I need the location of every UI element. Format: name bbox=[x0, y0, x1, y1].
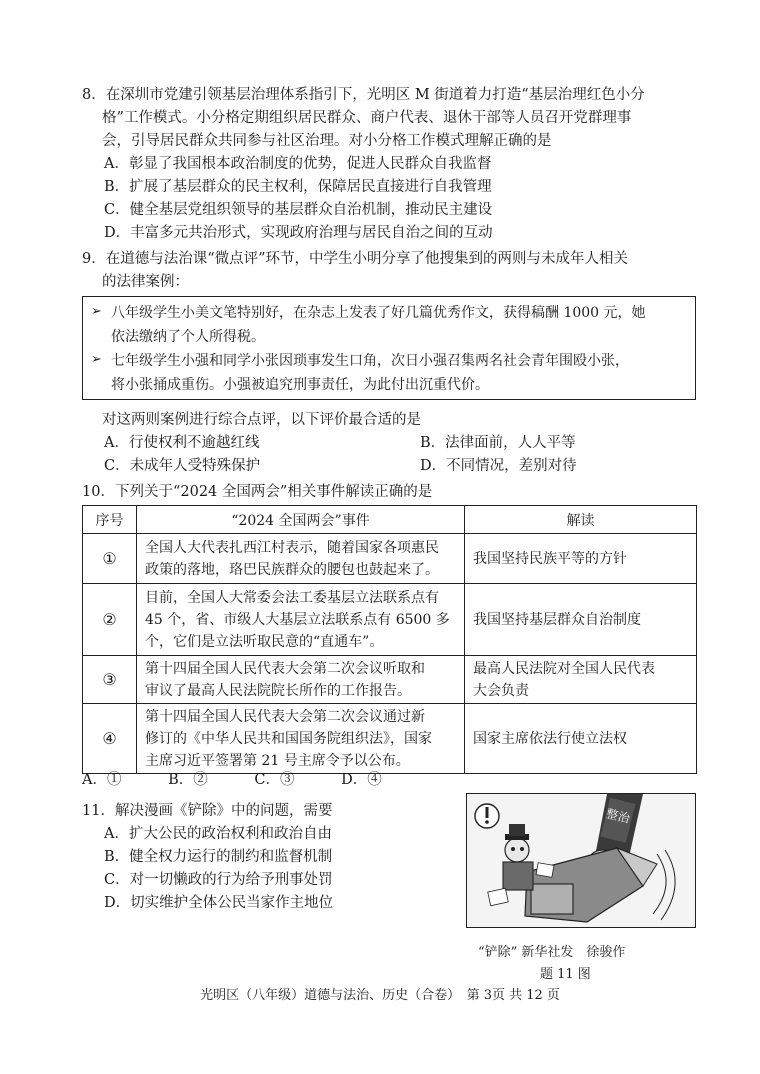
header-interpretation: 解读 bbox=[465, 506, 697, 534]
event-line: 主席习近平签署第 21 号主席令予以公布。 bbox=[145, 752, 410, 769]
case-2-arrow-icon: ➢ bbox=[91, 352, 102, 367]
q9-option-d: D．不同情况，差别对待 bbox=[420, 458, 577, 474]
q8-line-3: 会，引导居民群众共同参与社区治理。对小分格工作模式理解正确的是 bbox=[102, 133, 552, 149]
cartoon-caption: “铲除” 新华社发 徐骏作 bbox=[478, 945, 626, 960]
case-1-line-2: 依法缴纳了个人所得税。 bbox=[111, 329, 265, 345]
interp-line: 国家主席依法行使立法权 bbox=[473, 730, 627, 747]
row-event bbox=[137, 534, 465, 584]
figure-label: 题 11 图 bbox=[540, 967, 591, 982]
q8-line-2: 格”工作模式。小分格定期组织居民群众、商户代表、退休干部等人员召开党群理事 bbox=[102, 110, 632, 126]
q10-option-d: D．④ bbox=[341, 772, 382, 788]
q11-option-b: B．健全权力运行的制约和监督机制 bbox=[104, 849, 333, 865]
case-2-line-1: 七年级学生小强和同学小张因琐事发生口角，次日小强召集两名社会青年围殴小张， bbox=[111, 353, 629, 369]
interp-line: 最高人民法院对全国人民代表 bbox=[473, 660, 655, 677]
q11-option-c: C．对一切懒政的行为给予刑事处罚 bbox=[104, 872, 333, 888]
cartoon-drawing bbox=[467, 794, 695, 927]
q9-option-a: A．行使权利不逾越红线 bbox=[104, 435, 260, 451]
event-line: 全国人大代表扎西江村表示，随着国家各项惠民 bbox=[145, 539, 439, 556]
interp-line: 大会负责 bbox=[473, 682, 529, 699]
case-1-line-1: 八年级学生小美文笔特别好，在杂志上发表了好几篇优秀作文，获得稿酬 1000 元，她 bbox=[111, 305, 646, 321]
row-interpretation bbox=[465, 704, 697, 774]
q9-line-1: 9．在道德与法治课“微点评”环节，中学生小明分享了他搜集到的两则与未成年人相关 bbox=[82, 251, 629, 267]
event-line: 政策的落地，珞巴民族群众的腰包也鼓起来了。 bbox=[145, 561, 439, 578]
row-number: ① bbox=[83, 534, 137, 584]
cartoon-label: 整治 bbox=[604, 806, 632, 826]
event-line: 个，它们是立法听取民意的“直通车”。 bbox=[145, 633, 384, 650]
q10-option-b: B．② bbox=[168, 772, 208, 788]
q9-line-2: 的法律案例： bbox=[102, 274, 189, 290]
q10-option-c: C．③ bbox=[254, 772, 295, 788]
event-line: 45 个，省、市级人大基层立法联系点有 6500 多 bbox=[145, 611, 450, 628]
q8-line-1: 8．在深圳市党建引领基层治理体系指引下，光明区 M 街道着力打造“基层治理红色小分 bbox=[82, 87, 645, 103]
interp-line: 我国坚持基层群众自治制度 bbox=[473, 611, 641, 628]
q10-title: 10．下列关于“2024 全国两会”相关事件解读正确的是 bbox=[82, 484, 433, 500]
row-interpretation bbox=[465, 584, 697, 656]
page-footer: 光明区（八年级）道德与法治、历史（合卷） 第 3页 共 12 页 bbox=[200, 988, 560, 1003]
event-line: 审议了最高人民法院院长所作的工作报告。 bbox=[145, 682, 411, 699]
header-number: 序号 bbox=[83, 506, 137, 534]
header-event: “2024 全国两会”事件 bbox=[137, 506, 465, 534]
q11-title: 11．解决漫画《铲除》中的问题，需要 bbox=[82, 803, 333, 819]
table-row bbox=[83, 656, 697, 704]
interp-line: 我国坚持民族平等的方针 bbox=[473, 550, 627, 567]
event-line: 第十四届全国人民代表大会第二次会议听取和 bbox=[145, 660, 425, 677]
table-header-row bbox=[83, 506, 697, 534]
q9-option-c: C．未成年人受特殊保护 bbox=[104, 458, 261, 474]
event-line: 目前，全国人大常委会法工委基层立法联系点有 bbox=[145, 589, 439, 606]
q10-option-a: A．① bbox=[82, 772, 122, 788]
q9-option-b: B．法律面前，人人平等 bbox=[420, 435, 576, 451]
case-1-arrow-icon: ➢ bbox=[91, 304, 102, 319]
row-interpretation bbox=[465, 534, 697, 584]
q11-option-d: D．切实维护全体公民当家作主地位 bbox=[104, 895, 334, 911]
q9-prompt: 对这两则案例进行综合点评，以下评价最合适的是 bbox=[102, 412, 421, 428]
q8-option-c: C．健全基层党组织领导的基层群众自治机制，推动民主建设 bbox=[104, 202, 493, 218]
table-row bbox=[83, 584, 697, 656]
q10-answers bbox=[82, 769, 424, 791]
q8-option-d: D．丰富多元共治形式，实现政府治理与居民自治之间的互动 bbox=[104, 225, 493, 241]
row-event bbox=[137, 584, 465, 656]
row-number: ③ bbox=[83, 656, 137, 704]
row-number: ② bbox=[83, 584, 137, 656]
q8-option-a: A．彰显了我国根本政治制度的优势，促进人民群众自我监督 bbox=[104, 156, 492, 172]
case-box bbox=[82, 296, 696, 400]
table-row bbox=[83, 534, 697, 584]
event-line: 第十四届全国人民代表大会第二次会议通过新 bbox=[145, 708, 425, 725]
q8-option-b: B．扩展了基层群众的民主权利，保障居民直接进行自我管理 bbox=[104, 179, 492, 195]
event-line: 修订的《中华人民共和国国务院组织法》，国家 bbox=[145, 730, 432, 747]
row-number: ④ bbox=[83, 704, 137, 774]
events-table bbox=[82, 505, 697, 774]
cartoon-illustration bbox=[466, 793, 696, 928]
row-interpretation bbox=[465, 656, 697, 704]
q11-option-a: A．扩大公民的政治权利和政治自由 bbox=[104, 826, 332, 842]
case-2-line-2: 将小张捅成重伤。小强被追究刑事责任，为此付出沉重代价。 bbox=[111, 377, 489, 393]
row-event bbox=[137, 704, 465, 774]
row-event bbox=[137, 656, 465, 704]
table-row bbox=[83, 704, 697, 774]
